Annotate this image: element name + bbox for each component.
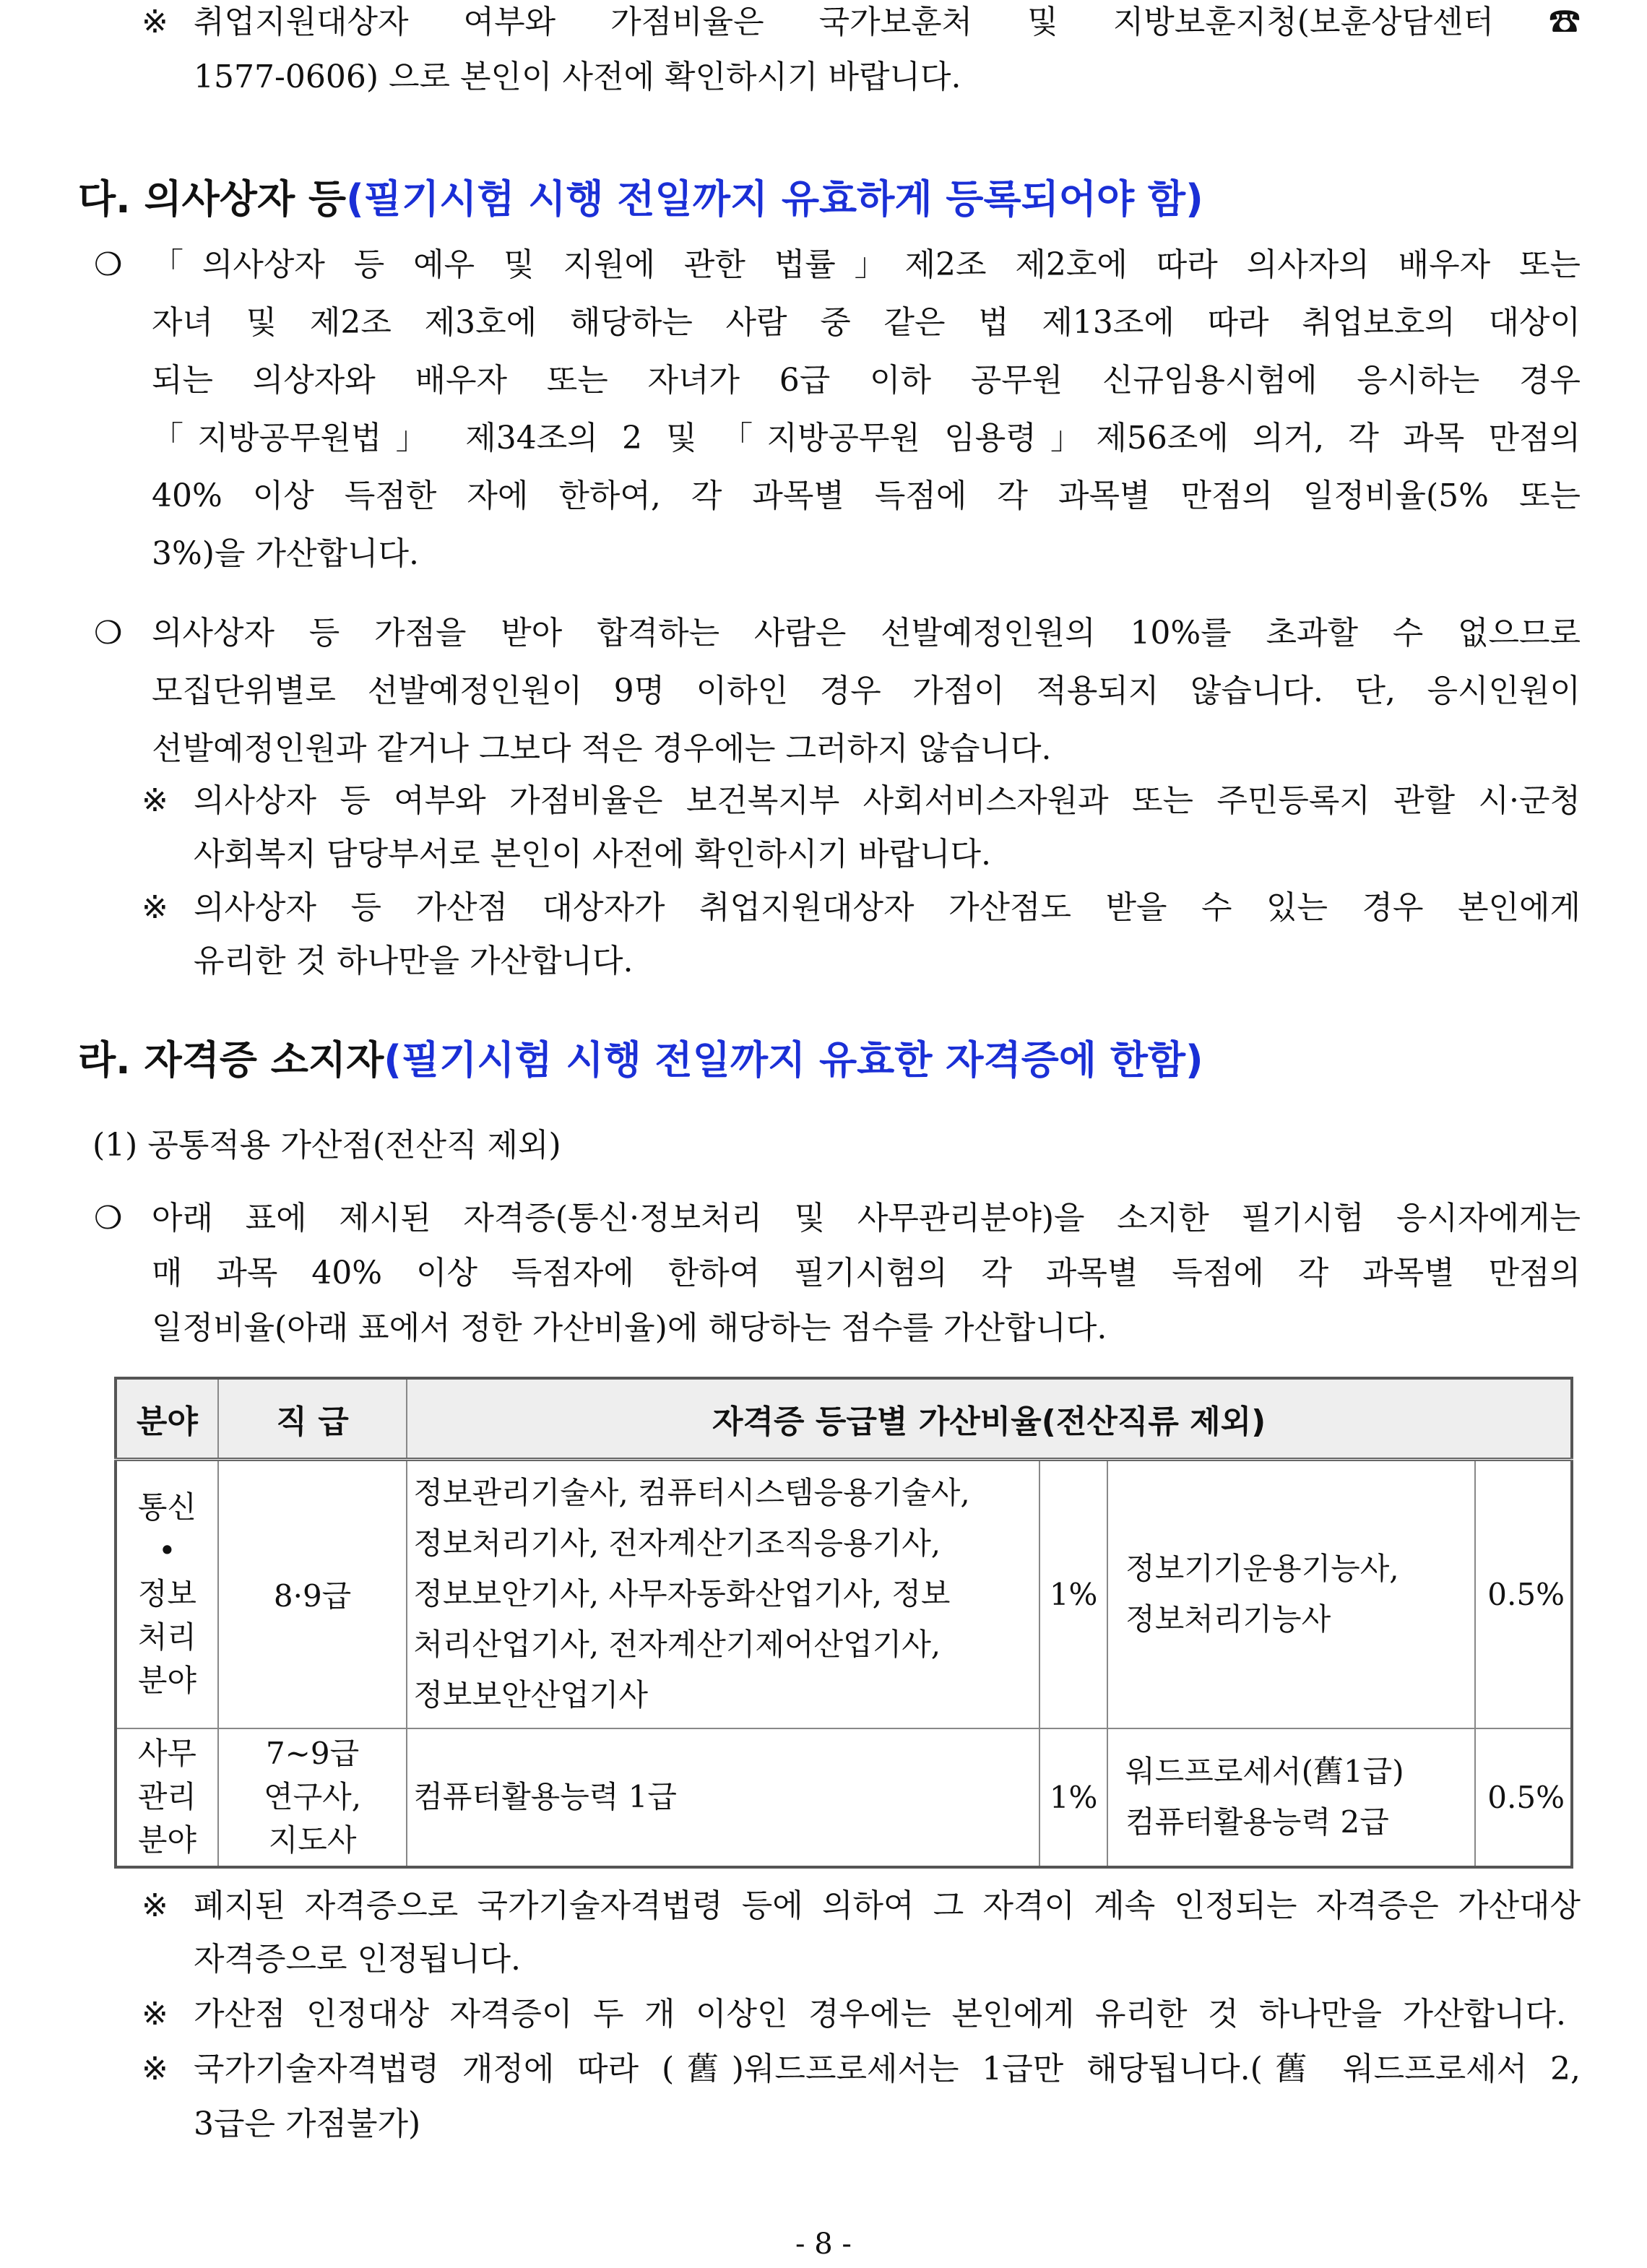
- intro-note-line-2: 1577-0606) 으로 본인이 사전에 확인하시기 바랍니다.: [194, 59, 961, 95]
- table-header-row: [116, 1378, 1572, 1460]
- table-note1-line-1: 폐지된 자격증으로 국가기술자격법령 등에 의하여 그 자격이 계속 인정되는 자격증은 가산대상: [194, 1887, 1581, 1924]
- para1-line-3: 되는 의상자와 배우자 또는 자녀가 6급 이하 공무원 신규임용시험에 응시하는 경우: [152, 362, 1581, 399]
- section-ra-condition: (필기시험 시행 전일까지 유효한 자격증에 한함): [384, 1037, 1203, 1083]
- section-da-title: 다. 의사상자 등: [78, 176, 347, 222]
- para1-line-4: 「지방공무원법」 제34조의 2 및 「지방공무원 임용령」제56조에 의거, 각 과목 만점의: [152, 420, 1581, 456]
- note-mark: ※: [142, 1887, 168, 1924]
- table-note1-line-2: 자격증으로 인정됩니다.: [194, 1941, 522, 1978]
- cell-line: 정보관리기술사, 컴퓨터시스템응용기술사,: [413, 1475, 970, 1511]
- note1-line-1: 의사상자 등 여부와 가점비율은 보건복지부 사회서비스자원과 또는 주민등록지 관할 시·군청: [194, 782, 1581, 819]
- cell-line: 정보처리기능사: [1125, 1601, 1331, 1637]
- table-row: [116, 1728, 1572, 1867]
- note2-line-1: 의사상자 등 가산점 대상자가 취업지원대상자 가산점도 받을 수 있는 경우 본인에게: [194, 889, 1581, 926]
- cell-line: 통신: [137, 1489, 196, 1525]
- para2-line-2: 모집단위별로 선발예정인원이 9명 이하인 경우 가점이 적용되지 않습니다. 단, 응시인원이: [152, 672, 1581, 709]
- cell-rate-a: 1%: [1039, 1728, 1107, 1867]
- note2-line-2: 유리한 것 하나만을 가산합니다.: [194, 943, 634, 979]
- para1-line-2: 자녀 및 제2조 제3호에 해당하는 사람 중 같은 법 제13조에 따라 취업보호의 대상이: [152, 304, 1581, 341]
- section-da-condition: (필기시험 시행 전일까지 유효하게 등록되어야 함): [346, 176, 1203, 222]
- cell-line: 정보처리기사, 전자계산기조직응용기사,: [413, 1525, 941, 1562]
- cell-line: 처리산업기사, 전자계산기제어산업기사,: [413, 1627, 941, 1663]
- note-mark: ※: [142, 4, 168, 40]
- cell-grade: [218, 1728, 407, 1867]
- cell-line: 정보기기운용기능사,: [1125, 1551, 1399, 1587]
- cell-line: 사무: [137, 1736, 196, 1771]
- para1-line-1: 「의사상자 등 예우 및 지원에 관한 법률」제2조 제2호에 따라 의사자의 배우자 또는: [152, 246, 1581, 283]
- note-mark: ※: [142, 2051, 168, 2087]
- cell-line: 컴퓨터활용능력 1급: [413, 1779, 678, 1814]
- para1-line-5: 40% 이상 득점한 자에 한하여, 각 과목별 득점에 각 과목별 만점의 일정비율(5% 또는: [152, 477, 1581, 514]
- cell-line: 7~9급: [265, 1736, 360, 1771]
- section-ra-heading: [78, 1031, 1203, 1089]
- para1-line-6: 3%)을 가산합니다.: [152, 535, 419, 572]
- cell-line: 정보보안기사, 사무자동화산업기사, 정보: [413, 1576, 951, 1612]
- cell-line: 지도사: [268, 1822, 357, 1858]
- table-note3-line-1: 국가기술자격법령 개정에 따라 (舊)워드프로세서는 1급만 해당됩니다.(舊 워드프로세서 2,: [194, 2051, 1581, 2087]
- cell-line: 컴퓨터활용능력 2급: [1125, 1804, 1389, 1840]
- ra-para-line-3: 일정비율(아래 표에서 정한 가산비율)에 해당하는 점수를 가산합니다.: [152, 1310, 1107, 1346]
- ra-para-line-1: 아래 표에 제시된 자격증(통신·정보처리 및 사무관리분야)을 소지한 필기시험 응시자에게는: [152, 1200, 1581, 1237]
- cell-line: 분야: [137, 1822, 196, 1858]
- cell-line: 관리: [137, 1779, 196, 1814]
- cell-cert-b: [1107, 1728, 1475, 1867]
- section-ra-subheading: (1) 공통적용 가산점(전산직 제외): [92, 1127, 561, 1164]
- bullet-icon: ❍: [94, 1200, 123, 1237]
- cell-line: 처리: [137, 1619, 196, 1655]
- cell-cert-a: [407, 1460, 1039, 1728]
- cell-field: [116, 1728, 218, 1867]
- cell-field: [116, 1460, 218, 1728]
- cell-line: •: [158, 1533, 176, 1569]
- page-number: - 8 -: [795, 2228, 852, 2261]
- bullet-icon: ❍: [94, 615, 123, 652]
- cell-line: 정보보안산업기사: [413, 1677, 648, 1713]
- table-note2: 가산점 인정대상 자격증이 두 개 이상인 경우에는 본인에게 유리한 것 하나만을 가산합니다.: [194, 1996, 1566, 2033]
- note-mark: ※: [142, 782, 168, 819]
- cell-rate-b: 0.5%: [1475, 1460, 1572, 1728]
- header-bonus-rate: 자격증 등급별 가산비율(전산직류 제외): [407, 1378, 1572, 1460]
- certificate-bonus-table: [114, 1377, 1573, 1869]
- cell-rate-a: 1%: [1039, 1460, 1107, 1728]
- table-note3-line-2: 3급은 가점불가): [194, 2105, 421, 2142]
- cell-line: 분야: [137, 1663, 196, 1699]
- note-mark: ※: [142, 1996, 168, 2033]
- bullet-icon: ❍: [94, 246, 123, 283]
- cell-line: 연구사,: [264, 1779, 362, 1814]
- cell-line: 정보: [137, 1576, 196, 1612]
- para2-line-1: 의사상자 등 가점을 받아 합격하는 사람은 선발예정인원의 10%를 초과할 수 없으므로: [152, 615, 1581, 652]
- note1-line-2: 사회복지 담당부서로 본인이 사전에 확인하시기 바랍니다.: [194, 836, 992, 873]
- cell-cert-b: [1107, 1460, 1475, 1728]
- table-row: [116, 1460, 1572, 1728]
- cell-line: 8·9급: [273, 1578, 352, 1614]
- ra-para-line-2: 매 과목 40% 이상 득점자에 한하여 필기시험의 각 과목별 득점에 각 과목별 만점의: [152, 1255, 1581, 1291]
- intro-note-line-1: 취업지원대상자 여부와 가점비율은 국가보훈처 및 지방보훈지청(보훈상담센터 ☎: [194, 4, 1581, 40]
- section-da-heading: [78, 170, 1203, 228]
- para2-line-3: 선발예정인원과 같거나 그보다 적은 경우에는 그러하지 않습니다.: [152, 730, 1052, 767]
- cell-grade: [218, 1460, 407, 1728]
- cell-cert-a: [407, 1728, 1039, 1867]
- note-mark: ※: [142, 889, 168, 926]
- cell-rate-b: 0.5%: [1475, 1728, 1572, 1867]
- section-ra-title: 라. 자격증 소지자: [78, 1037, 384, 1083]
- header-field: 분야: [116, 1378, 218, 1460]
- header-grade: 직 급: [218, 1378, 407, 1460]
- cell-line: 워드프로세서(舊1급): [1125, 1754, 1404, 1789]
